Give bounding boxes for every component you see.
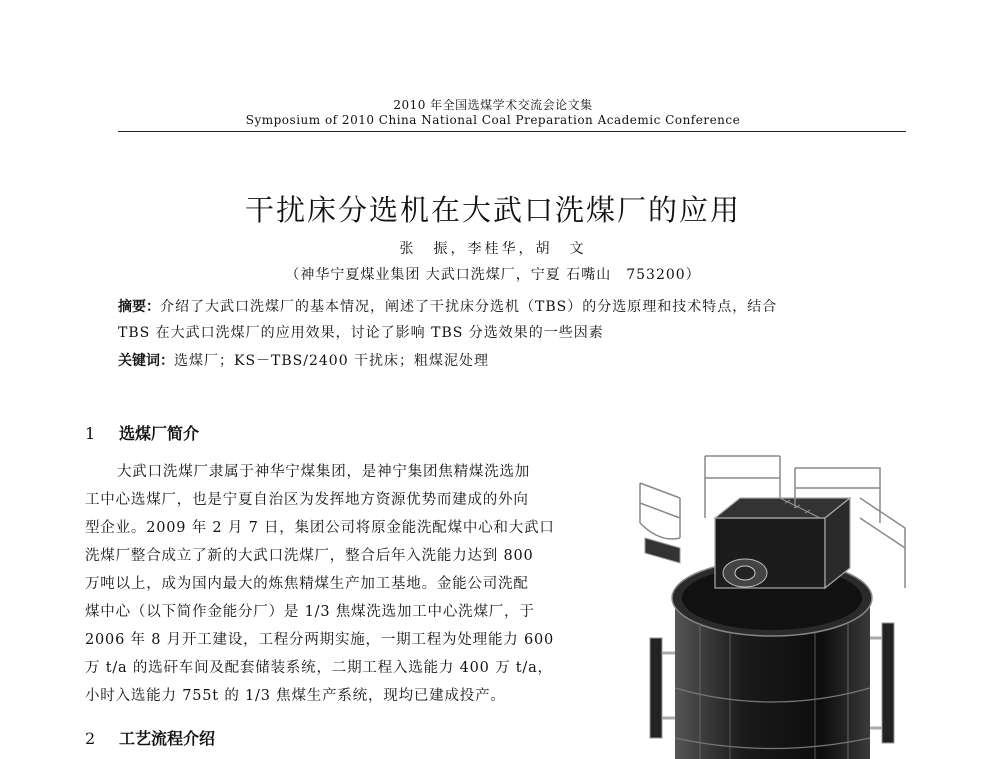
abstract-line-2: TBS 在大武口洗煤厂的应用效果，讨论了影响 TBS 分选效果的一些因素 [118,325,604,341]
section-2-title: 工艺流程介绍 [119,729,216,748]
header-en: Symposium of 2010 China National Coal Preparation Academic Conference [245,113,741,127]
section-2-heading [85,726,215,749]
section-1-number: 1 [85,424,96,443]
body-line-5: 万吨以上，成为国内最大的炼焦精煤生产加工基地。金能公司洗配 [85,576,529,592]
body-line-4: 洗煤厂整合成立了新的大武口洗煤厂，整合后年入洗能力达到 800 [85,548,534,564]
header-rule [118,131,906,132]
affiliation: （神华宁夏煤业集团 大武口洗煤厂，宁夏 石嘴山 753200） [285,267,701,283]
section-1-heading [85,421,199,444]
section-1-title: 选煤厂简介 [119,424,200,443]
keywords-text: 选煤厂；KS－TBS/2400 干扰床；粗煤泥处理 [174,353,490,369]
section-2-number: 2 [85,729,96,748]
authors: 张 振，李桂华，胡 文 [399,241,587,257]
body-line-1: 大武口洗煤厂隶属于神华宁煤集团，是神宁集团焦精煤洗选加 [117,464,531,480]
keywords-line [118,351,898,371]
body-line-3: 型企业。2009 年 2 月 7 日，集团公司将原金能洗配煤中心和大武口 [85,520,555,536]
abstract-line-1 [118,297,898,317]
tbs-machine-figure [620,448,920,759]
body-line-7: 2006 年 8 月开工建设，工程分两期实施，一期工程为处理能力 600 [85,632,555,648]
keywords-label: 关键词： [118,353,174,369]
abstract-text-1: 介绍了大武口洗煤厂的基本情况，阐述了干扰床分选机（TBS）的分选原理和技术特点，结合 [160,299,778,315]
abstract-label: 摘要： [118,299,160,315]
body-line-8: 万 t/a 的选矸车间及配套储装系统，二期工程入选能力 400 万 t/a， [85,660,553,676]
paper-title: 干扰床分选机在大武口洗煤厂的应用 [244,193,741,227]
header-cn: 2010 年全国选煤学术交流会论文集 [393,98,593,112]
body-line-9: 小时入选能力 755t 的 1/3 焦煤生产系统，现均已建成投产。 [85,688,506,704]
body-line-6: 煤中心（以下简作金能分厂）是 1/3 焦煤洗选加工中心洗煤厂，于 [85,604,535,620]
body-line-2: 工中心选煤厂，也是宁夏自治区为发挥地方资源优势而建成的外向 [85,492,529,508]
